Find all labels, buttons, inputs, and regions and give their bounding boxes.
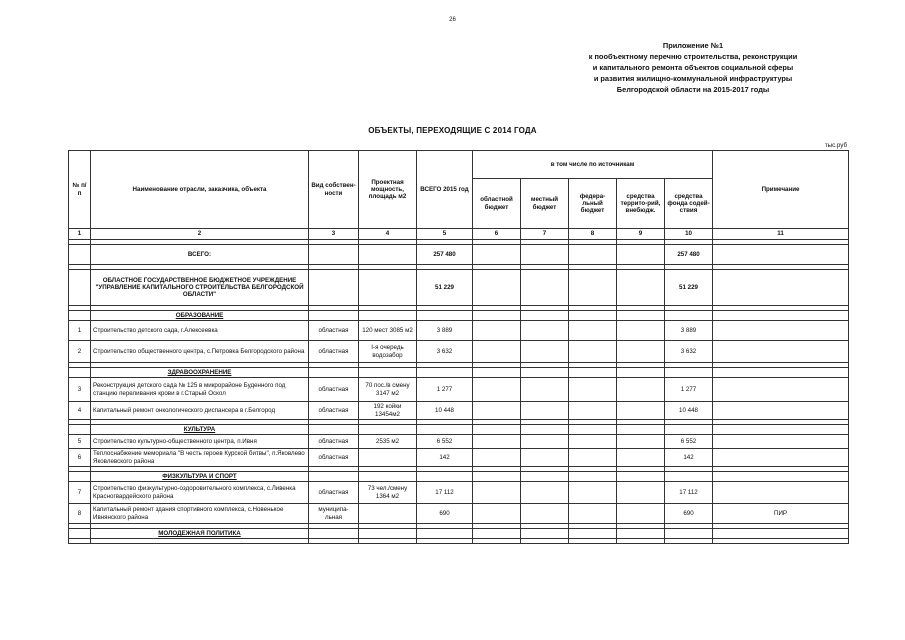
column-number: 4 [359, 229, 417, 240]
header-federal: федера-льный бюджет [569, 179, 617, 229]
federal-cell [569, 321, 617, 341]
fund-cell: 10 448 [665, 402, 713, 420]
capacity-cell [359, 449, 417, 467]
territory-cell [617, 482, 665, 504]
local-cell [521, 435, 569, 449]
customer-label: ОБЛАСТНОЕ ГОСУДАРСТВЕННОЕ БЮДЖЕТНОЕ УЧРЕЖДЕНИЕ "УПРАВЛЕНИЕ КАПИТАЛЬНОГО СТРОИТЕЛЬСТВА БЕЛГОРОДСКОЙ ОБЛАСТИ" [91, 270, 309, 306]
section-title: ОБРАЗОВАНИЕ [91, 311, 309, 321]
federal-cell [569, 449, 617, 467]
header-local: местный бюджет [521, 179, 569, 229]
row-number: 6 [69, 449, 91, 467]
appendix-line: к пообъектному перечню строительства, реконструкции [588, 52, 798, 61]
header-sources: в том числе по источникам [473, 151, 713, 179]
regional-cell [473, 504, 521, 524]
section-title: КУЛЬТУРА [91, 425, 309, 435]
section-row [69, 472, 849, 482]
capacity-cell: I-я очередь водозабор [359, 341, 417, 363]
note-cell [713, 482, 849, 504]
local-cell [521, 341, 569, 363]
appendix-line: и капитального ремонта объектов социальной сферы [592, 63, 794, 72]
row-number: 8 [69, 504, 91, 524]
total-fund-value: 257 480 [665, 245, 713, 265]
federal-cell [569, 504, 617, 524]
column-number: 5 [417, 229, 473, 240]
header-name: Наименование отрасли, заказчика, объекта [91, 151, 309, 229]
total-cell: 3 889 [417, 321, 473, 341]
header-capacity: Проектная мощность, площадь м2 [359, 151, 417, 229]
fund-cell: 142 [665, 449, 713, 467]
header-fund: средства фонда содей-ствия [665, 179, 713, 229]
regional-cell [473, 378, 521, 402]
territory-cell [617, 378, 665, 402]
object-name: Строительство общественного центра, с.Петровка Белгородского района [91, 341, 309, 363]
territory-cell [617, 402, 665, 420]
federal-cell [569, 341, 617, 363]
ownership-cell: муниципа-льная [309, 504, 359, 524]
local-cell [521, 482, 569, 504]
column-number: 2 [91, 229, 309, 240]
ownership-cell: областная [309, 402, 359, 420]
header-regional: областной бюджет [473, 179, 521, 229]
object-name: Строительство детского сада, г.Алексеевка [91, 321, 309, 341]
regional-cell [473, 449, 521, 467]
row-number: 3 [69, 378, 91, 402]
table-row [69, 504, 849, 524]
capacity-cell: 192 койки 13454м2 [359, 402, 417, 420]
header-note: Примечание [713, 151, 849, 229]
column-number: 7 [521, 229, 569, 240]
note-cell [713, 402, 849, 420]
territory-cell [617, 435, 665, 449]
regional-cell [473, 321, 521, 341]
fund-cell: 3 889 [665, 321, 713, 341]
regional-cell [473, 402, 521, 420]
object-name: Реконструкция детского сада № 125 в микрорайоне Буденного под станцию переливания крови в г.Старый Оскол [91, 378, 309, 402]
note-cell [713, 449, 849, 467]
capacity-cell [359, 504, 417, 524]
header-num: № п/п [69, 151, 91, 229]
ownership-cell: областная [309, 378, 359, 402]
object-name: Строительство культурно-общественного центра, п.Ивня [91, 435, 309, 449]
fund-cell: 17 112 [665, 482, 713, 504]
capacity-cell: 73 чел./смену 1364 м2 [359, 482, 417, 504]
section-row [69, 425, 849, 435]
customer-total: 51 229 [417, 270, 473, 306]
customer-fund: 51 229 [665, 270, 713, 306]
fund-cell: 690 [665, 504, 713, 524]
section-row [69, 529, 849, 539]
column-number: 1 [69, 229, 91, 240]
federal-cell [569, 402, 617, 420]
section-row [69, 368, 849, 378]
territory-cell [617, 341, 665, 363]
local-cell [521, 402, 569, 420]
ownership-cell: областная [309, 435, 359, 449]
column-number: 3 [309, 229, 359, 240]
table-row [69, 482, 849, 504]
total-cell: 142 [417, 449, 473, 467]
territory-cell [617, 321, 665, 341]
ownership-cell: областная [309, 341, 359, 363]
spacer-row [69, 539, 849, 544]
units-label: тыс.руб [824, 142, 847, 149]
territory-cell [617, 449, 665, 467]
regional-cell [473, 435, 521, 449]
federal-cell [569, 378, 617, 402]
row-number: 1 [69, 321, 91, 341]
total-cell: 10 448 [417, 402, 473, 420]
note-cell [713, 341, 849, 363]
federal-cell [569, 482, 617, 504]
territory-cell [617, 504, 665, 524]
row-number: 4 [69, 402, 91, 420]
column-number: 10 [665, 229, 713, 240]
section-title: ФИЗКУЛЬТУРА И СПОРТ [91, 472, 309, 482]
total-cell: 17 112 [417, 482, 473, 504]
row-number: 2 [69, 341, 91, 363]
table-row [69, 341, 849, 363]
row-number: 7 [69, 482, 91, 504]
appendix-line: Белгородской области на 2015-2017 годы [616, 85, 770, 94]
total-row [69, 245, 849, 265]
capacity-cell: 70 пос./в смену 3147 м2 [359, 378, 417, 402]
header-total: ВСЕГО 2015 год [417, 151, 473, 229]
appendix-header [543, 40, 843, 95]
table-row [69, 402, 849, 420]
document-title: ОБЪЕКТЫ, ПЕРЕХОДЯЩИЕ С 2014 ГОДА [368, 126, 537, 135]
column-number-row [69, 229, 849, 240]
ownership-cell: областная [309, 449, 359, 467]
note-cell: ПИР [713, 504, 849, 524]
section-row [69, 311, 849, 321]
ownership-cell: областная [309, 482, 359, 504]
column-number: 9 [617, 229, 665, 240]
column-number: 6 [473, 229, 521, 240]
table-row [69, 435, 849, 449]
total-cell: 1 277 [417, 378, 473, 402]
row-number: 5 [69, 435, 91, 449]
regional-cell [473, 341, 521, 363]
object-name: Строительство физкультурно-оздоровительного комплекса, с.Ливенка Красногвардейского района [91, 482, 309, 504]
header-territory: средства террито-рий, внебюдж. [617, 179, 665, 229]
header-ownership: Вид собствен-ности [309, 151, 359, 229]
column-number: 8 [569, 229, 617, 240]
ownership-cell: областная [309, 321, 359, 341]
total-cell: 3 632 [417, 341, 473, 363]
local-cell [521, 378, 569, 402]
appendix-line: и развития жилищно-коммунальной инфраструктуры [593, 74, 793, 83]
column-number: 11 [713, 229, 849, 240]
objects-table [68, 150, 849, 544]
capacity-cell: 2535 м2 [359, 435, 417, 449]
local-cell [521, 321, 569, 341]
regional-cell [473, 482, 521, 504]
appendix-line: Приложение №1 [662, 41, 724, 50]
note-cell [713, 435, 849, 449]
section-title: ЗДРАВООХРАНЕНИЕ [91, 368, 309, 378]
customer-row [69, 270, 849, 306]
federal-cell [569, 435, 617, 449]
local-cell [521, 504, 569, 524]
object-name: Капитальный ремонт здания спортивного комплекса, с.Новенькое Ивнянского района [91, 504, 309, 524]
fund-cell: 3 632 [665, 341, 713, 363]
fund-cell: 6 552 [665, 435, 713, 449]
total-label: ВСЕГО: [91, 245, 309, 265]
page-number: 26 [449, 17, 456, 23]
table-row [69, 378, 849, 402]
total-cell: 6 552 [417, 435, 473, 449]
note-cell [713, 378, 849, 402]
section-title: МОЛОДЕЖНАЯ ПОЛИТИКА [91, 529, 309, 539]
fund-cell: 1 277 [665, 378, 713, 402]
object-name: Капитальный ремонт онкологического диспансера в г.Белгород [91, 402, 309, 420]
note-cell [713, 321, 849, 341]
local-cell [521, 449, 569, 467]
capacity-cell: 120 мест 3085 м2 [359, 321, 417, 341]
total-value: 257 480 [417, 245, 473, 265]
total-cell: 690 [417, 504, 473, 524]
object-name: Теплоснабжение мемориала "В честь героев Курской битвы", п.Яковлево Яковлевского района [91, 449, 309, 467]
table-row [69, 449, 849, 467]
table-row [69, 321, 849, 341]
